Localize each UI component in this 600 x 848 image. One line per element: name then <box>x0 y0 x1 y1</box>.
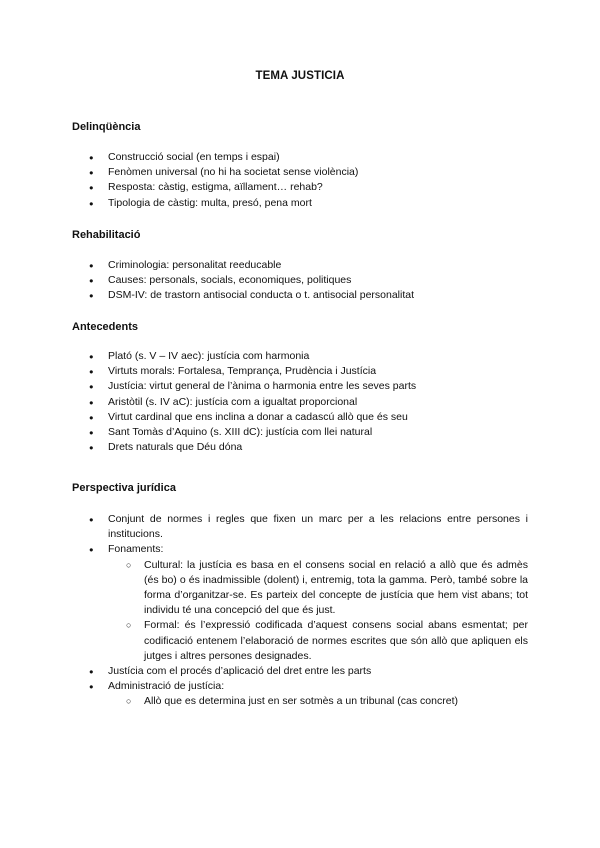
list-item: ● Causes: personals, socials, economiques, politiques <box>72 273 528 288</box>
list-item: ● DSM-IV: de trastorn antisocial conducta o t. antisocial personalitat <box>72 288 528 303</box>
heading-delinquencia: Delinqüència <box>72 121 141 133</box>
sublist-fonaments <box>108 558 528 664</box>
list-item: ● Virtuts morals: Fortalesa, Temprança, Prudència i Justícia <box>72 364 528 379</box>
heading-perspectiva-juridica: Perspectiva jurídica <box>72 482 176 494</box>
list-item: ● Sant Tomàs d’Aquino (s. XIII dC): justícia com llei natural <box>72 425 528 440</box>
list-item: ● Criminologia: personalitat reeducable <box>72 258 528 273</box>
heading-antecedents: Antecedents <box>72 321 139 333</box>
list-item: ● Aristòtil (s. IV aC): justícia com a igualtat proporcional <box>72 395 528 410</box>
list-delinquencia <box>72 150 528 211</box>
list-item: ● Plató (s. V – IV aec): justícia com harmonia <box>72 349 528 364</box>
list-antecedents <box>72 349 528 455</box>
list-item: ● Justícia: virtut general de l’ànima o harmonia entre les seves parts <box>72 379 528 394</box>
list-item: ● Tipologia de càstig: multa, presó, pena mort <box>72 196 528 211</box>
sublist-item: ○ Allò que es determina just en ser sotmès a un tribunal (cas concret) <box>108 694 528 709</box>
list-item: ● Justícia com el procés d’aplicació del dret entre les parts <box>72 664 528 679</box>
list-item: ● Fenòmen universal (no hi ha societat sense violència) <box>72 165 528 180</box>
list-rehabilitacio <box>72 258 528 304</box>
sublist-item: ○ Formal: és l’expressió codificada d’aquest consens social abans esmentat; per codificació entenem l’elaboració de normes escrites que són allò que apliquen els jutges i altres persones designades. <box>108 618 528 664</box>
list-item-administracio <box>72 679 528 709</box>
list-item: ● Resposta: càstig, estigma, aïllament… rehab? <box>72 180 528 195</box>
list-item-label: Administració de justícia: <box>108 680 225 693</box>
list-item-label: Fonaments: <box>108 543 164 556</box>
sublist-administracio <box>108 694 528 709</box>
list-item: ● Virtut cardinal que ens inclina a donar a cadascú allò que és seu <box>72 410 528 425</box>
list-item: ● Conjunt de normes i regles que fixen un marc per a les relacions entre persones i institucions. <box>72 512 528 542</box>
heading-rehabilitacio: Rehabilitació <box>72 229 141 241</box>
list-item-fonaments <box>72 542 528 664</box>
sublist-item: ○ Cultural: la justícia es basa en el consens social en relació a allò que és admès (és bo) o és inadmissible (dolent) i, entremig, tota la gamma. Però, també sobre la forma d’organitzar-se. Es parteix del concepte de justícia que hem vist abans; tot individu té una concepció del que és just. <box>108 558 528 619</box>
list-item: ● Construcció social (en temps i espai) <box>72 150 528 165</box>
list-item: ● Drets naturals que Déu dóna <box>72 440 528 455</box>
document-title: TEMA JUSTICIA <box>255 70 345 82</box>
list-perspectiva-juridica <box>72 512 528 710</box>
